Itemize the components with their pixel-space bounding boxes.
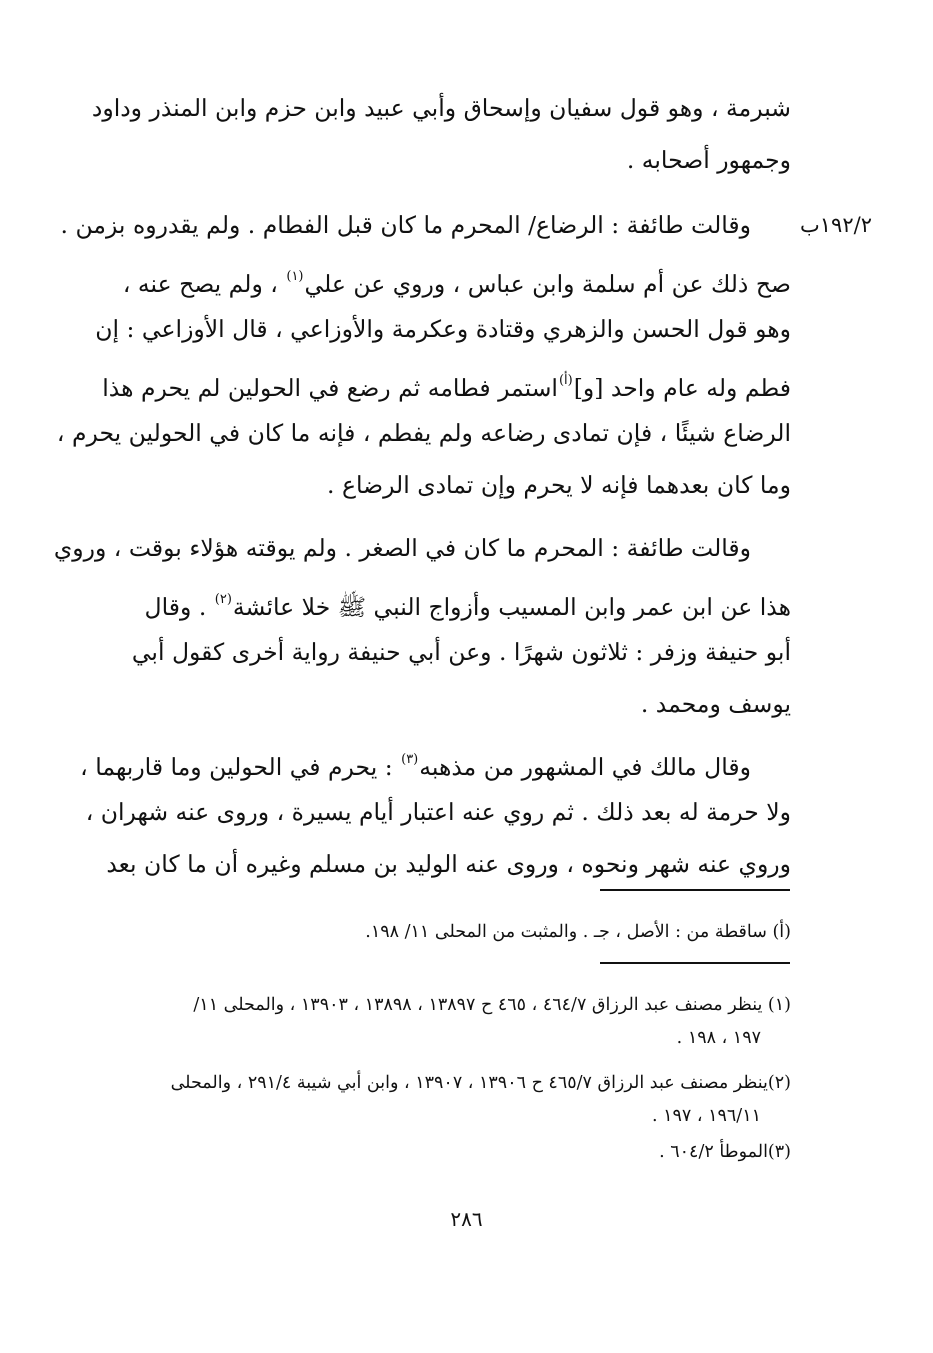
footnote-1-cont: ١٩٧ ، ١٩٨ .: [676, 1028, 761, 1048]
text-line: [80, 745, 751, 782]
text-segment: صح ذلك عن أم سلمة وابن عباس ، وروي عن علي: [304, 270, 791, 298]
text-line: وروي عنه شهر ونحوه ، وروى عنه الوليد بن مسلم وغيره أن ما كان بعد: [106, 850, 791, 878]
text-line: وما كان بعدهما فإنه لا يحرم وإن تمادى الرضاع .: [327, 471, 791, 499]
page-number: ٢٨٦: [450, 1207, 483, 1231]
text-segment: فطم وله عام واحد [و]: [573, 374, 791, 402]
text-segment: استمر فطامه ثم رضع في الحولين لم يحرم هذا: [102, 374, 558, 402]
text-line: أبو حنيفة وزفر : ثلاثون شهرًا . وعن أبي حنيفة رواية أخرى كقول أبي: [131, 638, 791, 666]
footnote-3: (٣)الموطأ ٦٠٤/٢ .: [659, 1142, 791, 1162]
footnote-separator: [600, 889, 790, 891]
text-segment: وقال مالك في المشهور من مذهبه: [419, 753, 751, 781]
footnote-ref-2: (٢): [214, 592, 232, 607]
text-line: وجمهور أصحابه .: [626, 146, 791, 174]
text-line: [123, 262, 791, 299]
footnote-ref-3: (٣): [401, 752, 419, 767]
footnote-separator: [600, 962, 790, 964]
text-line: يوسف ومحمد .: [640, 690, 791, 718]
footnote-2-cont: ١٩٦/١١ ، ١٩٧ .: [651, 1106, 761, 1126]
text-segment: . وقال: [144, 593, 207, 621]
footnote-ref-1: (١): [286, 269, 304, 284]
text-line: شبرمة ، وهو قول سفيان وإسحاق وأبي عبيد وابن حزم وابن المنذر وداود: [91, 94, 791, 122]
footnote-1: (١) ينظر مصنف عبد الرزاق ٤٦٤/٧ ، ٤٦٥ ح ١٣٨٩٧ ، ١٣٨٩٨ ، ١٣٩٠٣ ، والمحلى ١١/: [193, 995, 791, 1015]
text-segment: هذا عن ابن عمر وابن المسيب وأزواج النبي ﷺ خلا عائشة: [232, 593, 791, 621]
text-line: الرضاع شيئًا ، فإن تمادى رضاعه ولم يفطم ، فإنه ما كان في الحولين يحرم ،: [56, 419, 791, 447]
footnote-2: (٢)ينظر مصنف عبد الرزاق ٤٦٥/٧ ح ١٣٩٠٦ ، ١٣٩٠٧ ، وابن أبي شيبة ٢٩١/٤ ، والمحلى: [170, 1073, 791, 1093]
text-line: وقالت طائفة : المحرم ما كان في الصغر . ولم يوقته هؤلاء بوقت ، وروي: [53, 534, 751, 562]
text-line: [145, 585, 791, 622]
text-line: وقالت طائفة : الرضاع/ المحرم ما كان قبل الفطام . ولم يقدروه بزمن .: [60, 211, 751, 239]
text-segment: : يحرم في الحولين وما قاربهما ،: [80, 753, 393, 781]
text-line: وهو قول الحسن والزهري وقتادة وعكرمة والأوزاعي ، قال الأوزاعي : إن: [95, 315, 791, 343]
text-segment: ، ولم يصح عنه ،: [122, 270, 278, 298]
variant-footnote: (أ) ساقطة من : الأصل ، جـ . والمثبت من المحلى ١١/ ١٩٨.: [365, 922, 791, 942]
text-line: ولا حرمة له بعد ذلك . ثم روي عنه اعتبار أيام يسيرة ، وروى عنه شهران ،: [85, 798, 791, 826]
margin-folio-note: ١٩٢/٢ب: [800, 213, 872, 237]
variant-ref-a: (أ): [558, 373, 573, 388]
text-line: [102, 366, 791, 403]
